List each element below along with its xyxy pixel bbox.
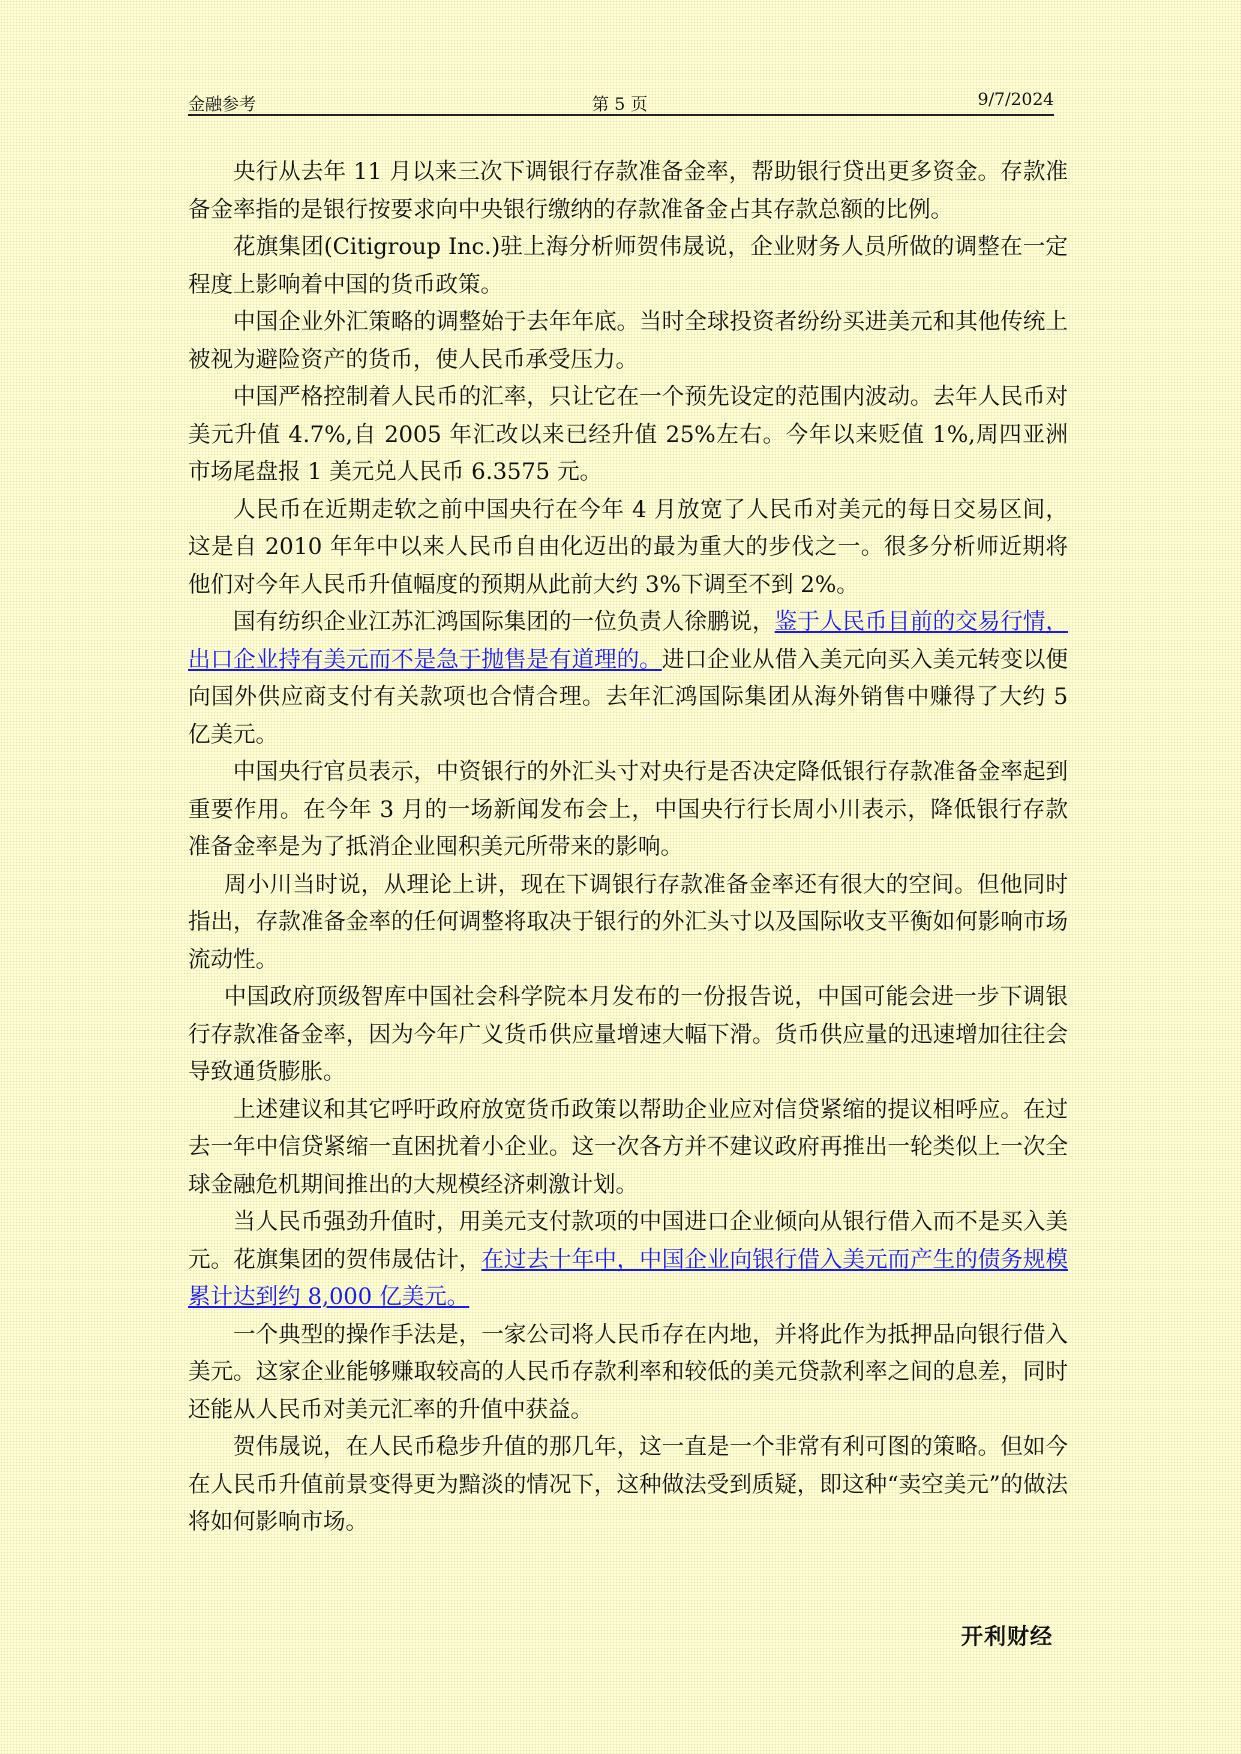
page-header xyxy=(188,88,1054,116)
paragraph: 周小川当时说，从理论上讲，现在下调银行存款准备金率还有很大的空间。但他同时指出，存款准备金率的任何调整将取决于银行的外汇头寸以及国际收支平衡如何影响市场流动性。 xyxy=(188,871,1068,973)
paragraph: 一个典型的操作手法是，一家公司将人民币存在内地，并将此作为抵押品向银行借入美元。这家企业能够赚取较高的人民币存款利率和较低的美元贷款利率之间的息差，同时还能从人民币对美元汇率的升值中获益。 xyxy=(188,1321,1068,1423)
article-body xyxy=(188,154,1068,1542)
paragraph: 中国企业外汇策略的调整始于去年年底。当时全球投资者纷纷买进美元和其他传统上被视为避险资产的货币，使人民币承受压力。 xyxy=(188,309,1068,373)
paragraph: 央行从去年 11 月以来三次下调银行存款准备金率，帮助银行贷出更多资金。存款准备金率指的是银行按要求向中央银行缴纳的存款准备金占其存款总额的比例。 xyxy=(188,159,1068,223)
paragraph: 中国央行官员表示，中资银行的外汇头寸对央行是否决定降低银行存款准备金率起到重要作用。在今年 3 月的一场新闻发布会上，中国央行行长周小川表示，降低银行存款准备金率是为了抵消企业囤积美元所带来的影响。 xyxy=(188,759,1068,860)
paragraph: 花旗集团(Citigroup Inc.)驻上海分析师贺伟晟说，企业财务人员所做的调整在一定程度上影响着中国的货币政策。 xyxy=(188,234,1068,298)
paragraph xyxy=(188,604,1068,754)
paragraph: 中国严格控制着人民币的汇率，只让它在一个预先设定的范围内波动。去年人民币对美元升值 4.7%,自 2005 年汇改以来已经升值 25%左右。今年以来贬值 1%,周四亚洲市场尾盘报 1 美元兑人民币 6.3575 元。 xyxy=(188,384,1068,485)
header-publication-name: 金融参考 xyxy=(188,95,256,115)
paragraph-text: 当人民币强劲升值时，用美元支付款项的中国进口企业倾向从银行借入而不是买入美元。花旗集团的贺伟晟估计， xyxy=(188,1209,1068,1273)
header-date: 9/7/2024 xyxy=(977,90,1054,110)
paragraph: 上述建议和其它呼吁政府放宽货币政策以帮助企业应对信贷紧缩的提议相呼应。在过去一年中信贷紧缩一直困扰着小企业。这一次各方并不建议政府再推出一轮类似上一次全球金融危机期间推出的大规模经济刺激计划。 xyxy=(188,1096,1068,1198)
source-signature: 开利财经 xyxy=(960,1624,1053,1650)
paragraph xyxy=(188,1204,1068,1317)
quote-link[interactable]: 鉴于人民币目前的交易行情，出口企业持有美元而不是急于抛售是有道理的。 xyxy=(188,609,1068,673)
estimate-link[interactable]: 在过去十年中，中国企业向银行借入美元而产生的债务规模累计达到约 8,000 亿美元。 xyxy=(188,1246,1068,1310)
paragraph-text: 进口企业从借入美元向买入美元转变以便向国外供应商支付有关款项也合情合理。去年汇鸿国际集团从海外销售中赚得了大约 5 亿美元。 xyxy=(188,646,1068,748)
paragraph: 贺伟晟说，在人民币稳步升值的那几年，这一直是一个非常有利可图的策略。但如今在人民币升值前景变得更为黯淡的情况下，这种做法受到质疑，即这种“卖空美元”的做法将如何影响市场。 xyxy=(188,1434,1068,1535)
paragraph: 中国政府顶级智库中国社会科学院本月发布的一份报告说，中国可能会进一步下调银行存款准备金率，因为今年广义货币供应量增速大幅下滑。货币供应量的迅速增加往往会导致通货膨胀。 xyxy=(188,984,1068,1085)
header-page-number: 第 5 页 xyxy=(592,95,648,115)
paragraph: 人民币在近期走软之前中国央行在今年 4 月放宽了人民币对美元的每日交易区间，这是自 2010 年年中以来人民币自由化迈出的最为重大的步伐之一。很多分析师近期将他们对今年人民币升值幅度的预期从此前大约 3%下调至不到 2%。 xyxy=(188,496,1068,598)
paragraph-text: 国有纺织企业江苏汇鸿国际集团的一位负责人徐鹏说， xyxy=(233,609,775,635)
